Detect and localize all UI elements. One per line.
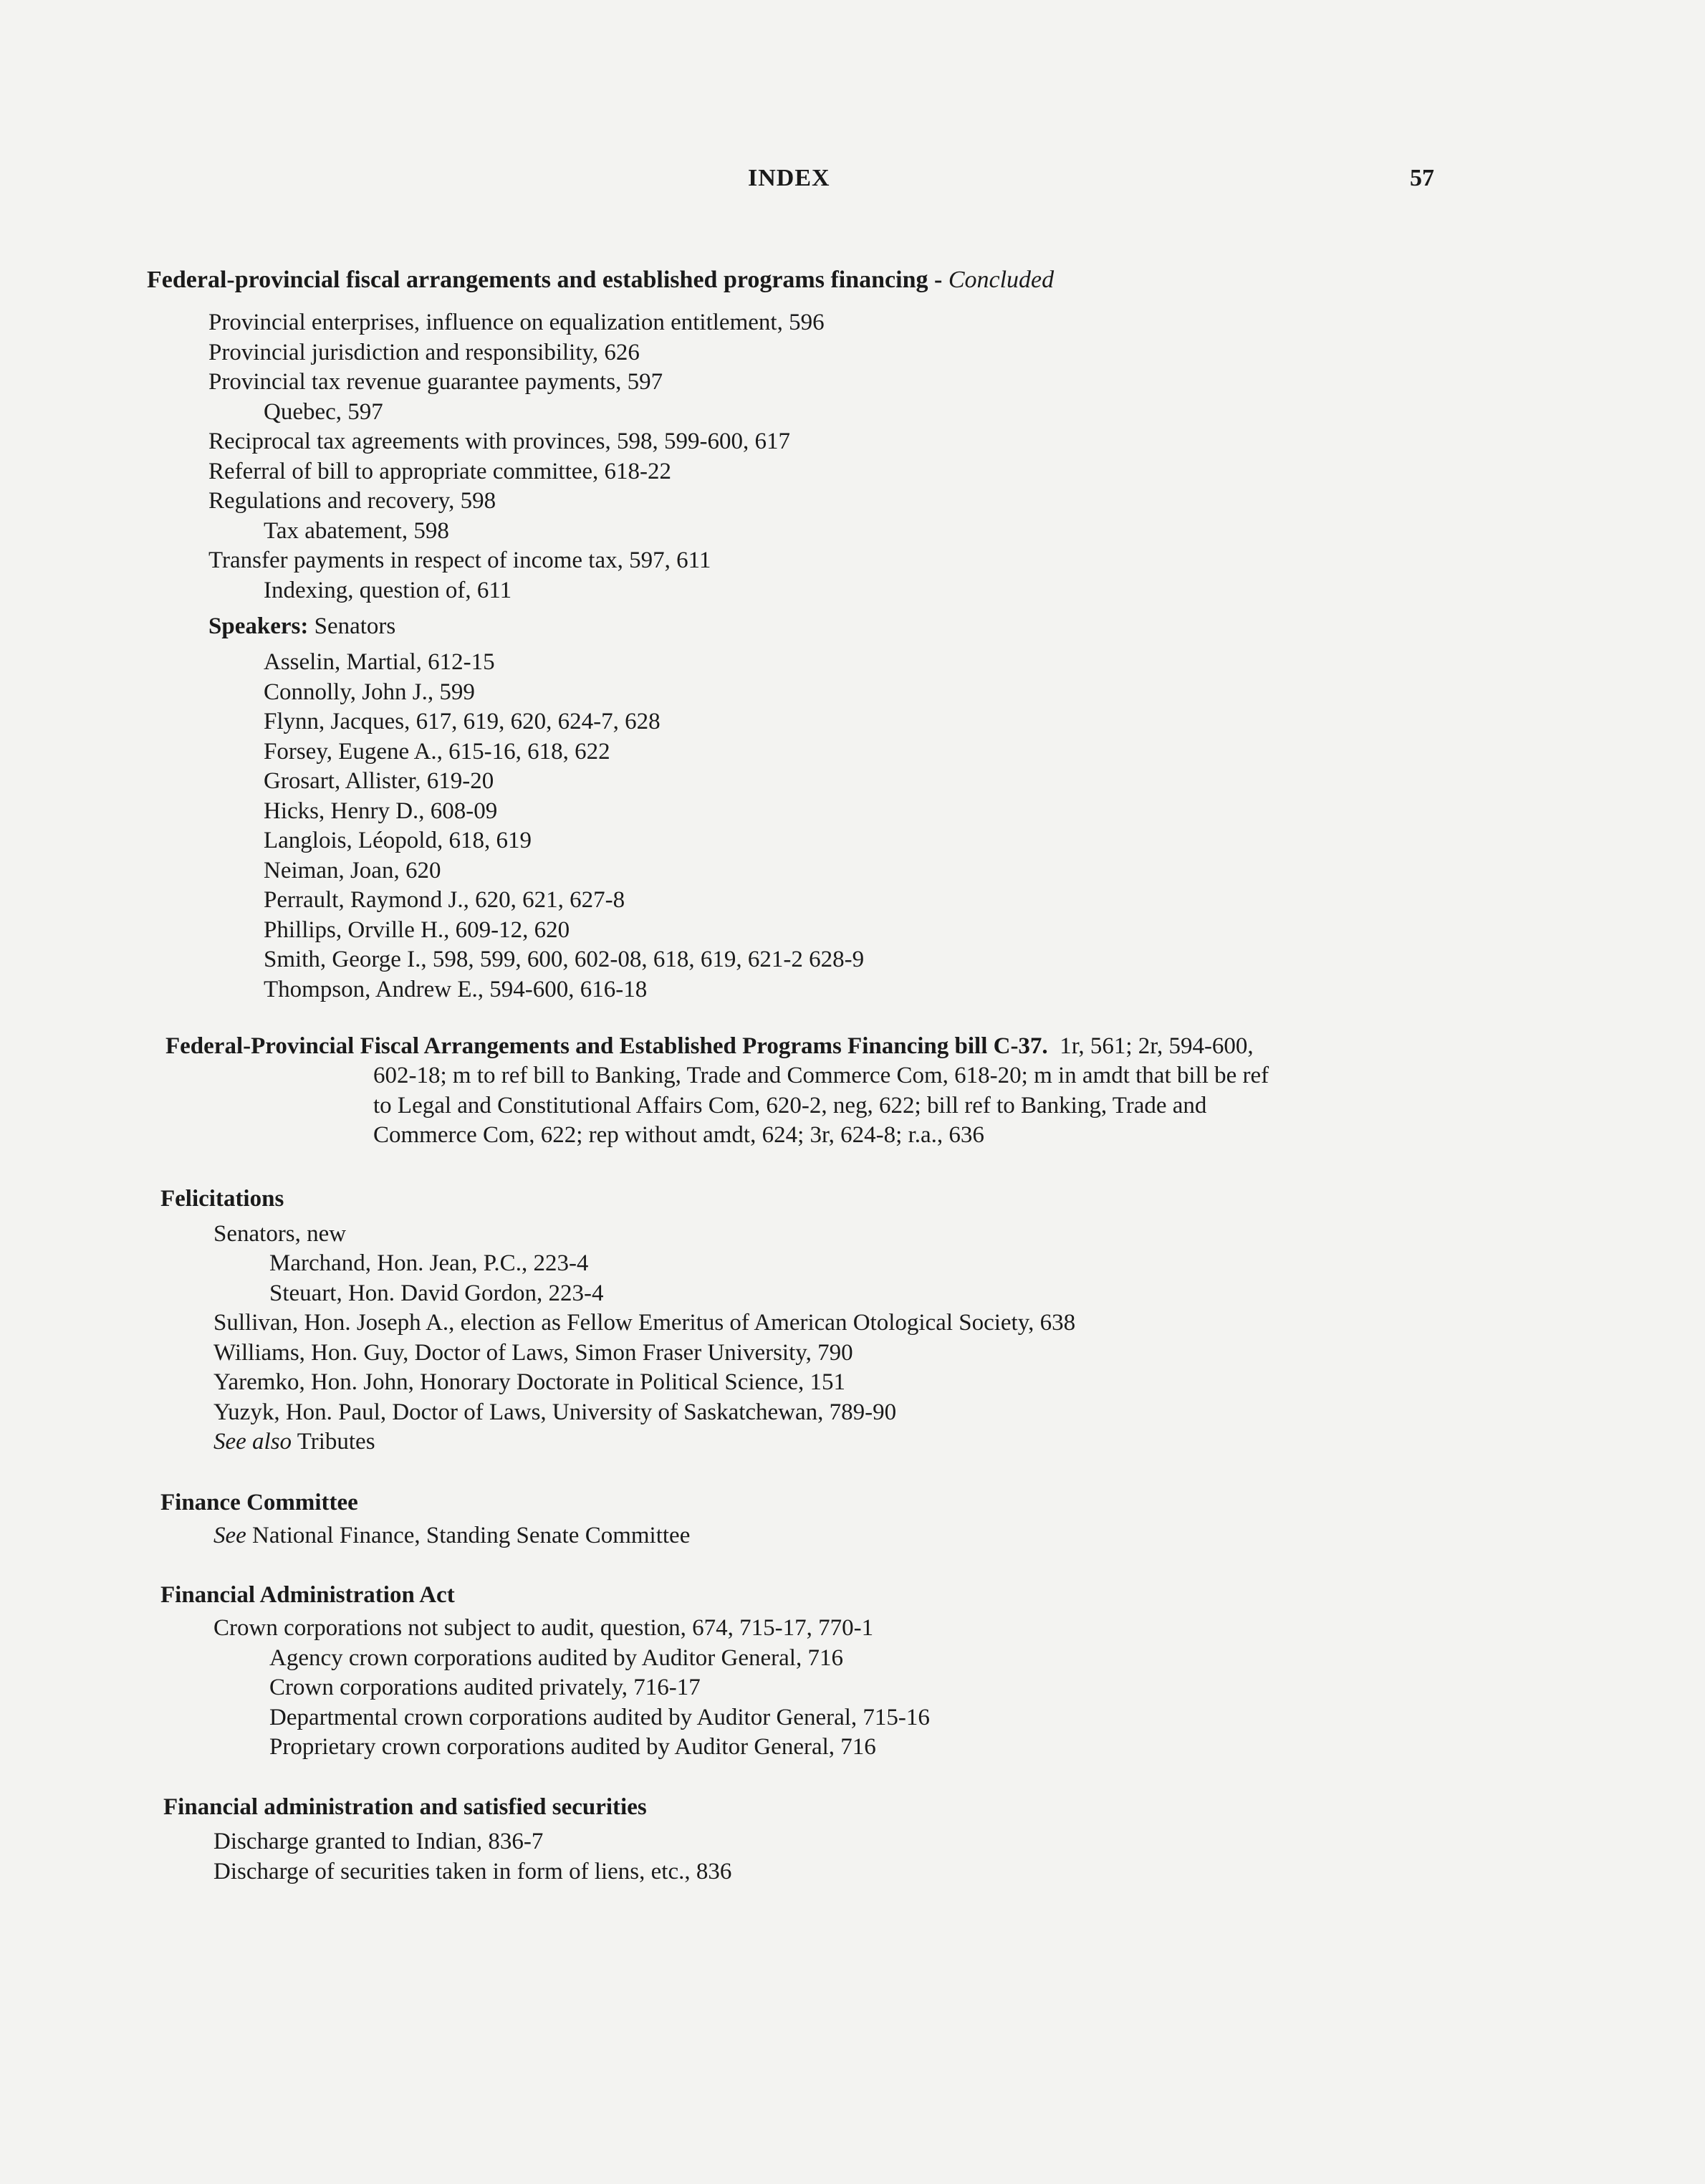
- subentry: Marchand, Hon. Jean, P.C., 223-4: [269, 1250, 589, 1276]
- page-number: 57: [1410, 165, 1434, 191]
- bill-c37-continuation: 602-18; m to ref bill to Banking, Trade and Commerce Com, 618-20; m in amdt that bill be ref: [373, 1063, 1269, 1088]
- speaker-entry: Connolly, John J., 599: [264, 679, 475, 705]
- see-reference: See National Finance, Standing Senate Committee: [213, 1523, 691, 1548]
- entry: Transfer payments in respect of income tax, 597, 611: [208, 547, 711, 573]
- subentry: Indexing, question of, 611: [264, 578, 512, 603]
- speaker-entry: Flynn, Jacques, 617, 619, 620, 624-7, 628: [264, 709, 661, 734]
- section-heading-financial-admin-securities: Financial administration and satisfied securities: [163, 1794, 647, 1820]
- heading-suffix: Concluded: [948, 267, 1055, 293]
- speakers-label: Speakers: Senators: [208, 613, 396, 639]
- subentry: Crown corporations audited privately, 716-17: [269, 1675, 701, 1700]
- subentry: Agency crown corporations audited by Auditor General, 716: [269, 1645, 843, 1671]
- entry: Yaremko, Hon. John, Honorary Doctorate in Political Science, 151: [213, 1369, 845, 1395]
- speaker-entry: Smith, George I., 598, 599, 600, 602-08, 618, 619, 621-2 628-9: [264, 947, 865, 972]
- speaker-entry: Phillips, Orville H., 609-12, 620: [264, 917, 570, 943]
- speaker-entry: Hicks, Henry D., 608-09: [264, 798, 498, 824]
- page-title: INDEX: [748, 165, 830, 191]
- see-also-reference: See also Tributes: [213, 1429, 375, 1455]
- subentry: Proprietary crown corporations audited by Auditor General, 716: [269, 1734, 876, 1760]
- bill-c37-continuation: Commerce Com, 622; rep without amdt, 624; 3r, 624-8; r.a., 636: [373, 1122, 984, 1148]
- entry: Reciprocal tax agreements with provinces, 598, 599-600, 617: [208, 428, 790, 454]
- entry: Sullivan, Hon. Joseph A., election as Fellow Emeritus of American Otological Society, 638: [213, 1310, 1076, 1336]
- subentry: Quebec, 597: [264, 399, 383, 425]
- entry: Williams, Hon. Guy, Doctor of Laws, Simon Fraser University, 790: [213, 1340, 853, 1366]
- entry: Referral of bill to appropriate committee, 618-22: [208, 459, 672, 484]
- section-heading-federal-fiscal: Federal-provincial fiscal arrangements and established programs financing - Concluded: [147, 267, 1055, 293]
- speaker-entry: Thompson, Andrew E., 594-600, 616-18: [264, 977, 648, 1002]
- speaker-entry: Neiman, Joan, 620: [264, 858, 441, 883]
- entry: Senators, new: [213, 1221, 347, 1247]
- speaker-entry: Forsey, Eugene A., 615-16, 618, 622: [264, 739, 610, 765]
- entry: Regulations and recovery, 598: [208, 488, 496, 514]
- bill-c37-continuation: to Legal and Constitutional Affairs Com, 620-2, neg, 622; bill ref to Banking, Trade and: [373, 1093, 1207, 1119]
- entry: Discharge granted to Indian, 836-7: [213, 1829, 544, 1854]
- section-heading-finance-committee: Finance Committee: [160, 1490, 358, 1515]
- entry: Yuzyk, Hon. Paul, Doctor of Laws, University of Saskatchewan, 789-90: [213, 1399, 897, 1425]
- entry: Provincial tax revenue guarantee payments, 597: [208, 369, 663, 395]
- subentry: Tax abatement, 598: [264, 518, 449, 544]
- section-heading-financial-admin-act: Financial Administration Act: [160, 1582, 455, 1608]
- subentry: Steuart, Hon. David Gordon, 223-4: [269, 1280, 604, 1306]
- speaker-entry: Langlois, Léopold, 618, 619: [264, 828, 532, 853]
- speaker-entry: Perrault, Raymond J., 620, 621, 627-8: [264, 887, 625, 913]
- speaker-entry: Asselin, Martial, 612-15: [264, 649, 495, 675]
- entry: Provincial enterprises, influence on equalization entitlement, 596: [208, 310, 825, 335]
- entry: Provincial jurisdiction and responsibility, 626: [208, 340, 640, 365]
- bill-c37-entry: Federal-Provincial Fiscal Arrangements and Established Programs Financing bill C-37. 1r, 561; 2r, 594-600,: [165, 1033, 1254, 1059]
- speaker-entry: Grosart, Allister, 619-20: [264, 768, 494, 794]
- section-heading-felicitations: Felicitations: [160, 1186, 284, 1212]
- subentry: Departmental crown corporations audited by Auditor General, 715-16: [269, 1705, 930, 1730]
- entry: Discharge of securities taken in form of liens, etc., 836: [213, 1859, 732, 1884]
- entry: Crown corporations not subject to audit, question, 674, 715-17, 770-1: [213, 1615, 874, 1641]
